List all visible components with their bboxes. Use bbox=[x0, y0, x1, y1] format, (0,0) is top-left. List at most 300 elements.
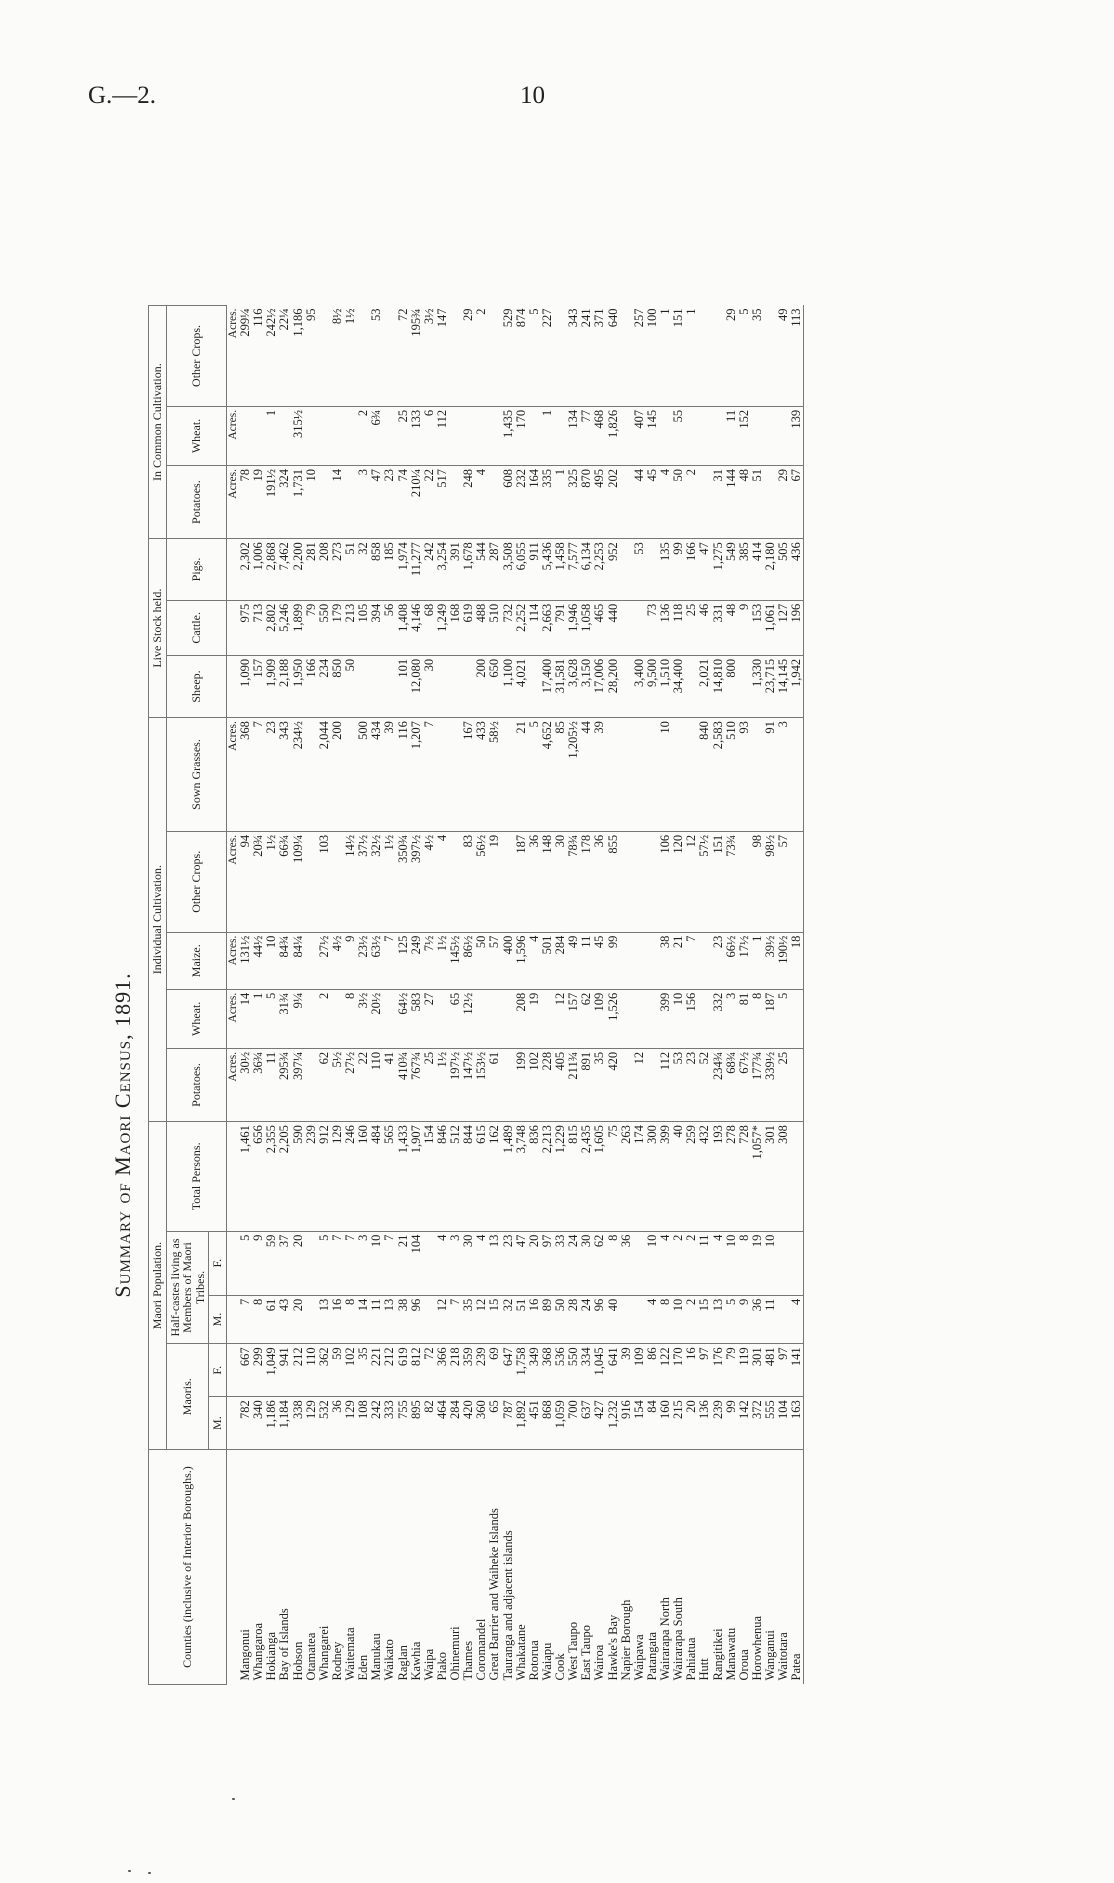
table-cell: 12 bbox=[685, 831, 698, 932]
table-cell: 3,150 bbox=[580, 655, 593, 717]
table-cell bbox=[383, 989, 396, 1048]
table-cell: 248 bbox=[462, 466, 475, 539]
table-cell: 544 bbox=[475, 539, 488, 601]
table-cell: 608 bbox=[502, 466, 515, 539]
table-cell: 131½ bbox=[239, 932, 252, 989]
table-cell: 436 bbox=[790, 539, 804, 601]
table-cell: 414 bbox=[751, 539, 764, 601]
table-cell: 7 bbox=[449, 1295, 462, 1344]
county-name: Thames bbox=[461, 1640, 476, 1681]
table-cell: 35 bbox=[751, 306, 764, 407]
table-cell: 2,302 bbox=[239, 539, 252, 601]
table-cell: 3½ bbox=[423, 306, 436, 407]
table-cell: 14,145 bbox=[777, 655, 790, 717]
table-cell: 145½ bbox=[449, 932, 462, 989]
table-cell: 21 bbox=[672, 932, 685, 989]
table-row bbox=[528, 306, 541, 1685]
group-maori-population: Maori Population. bbox=[149, 1122, 167, 1450]
table-cell bbox=[738, 655, 751, 717]
table-cell: 134 bbox=[567, 406, 580, 465]
table-cell bbox=[698, 406, 711, 465]
table-cell: 368 bbox=[239, 718, 252, 832]
table-cell: 1,090 bbox=[239, 655, 252, 717]
table-cell: 1,435 bbox=[502, 406, 515, 465]
table-cell: 1,942 bbox=[790, 655, 804, 717]
table-cell: 49 bbox=[777, 306, 790, 407]
table-cell: 11 bbox=[764, 1295, 777, 1344]
table-cell: 53 bbox=[633, 539, 646, 601]
table-cell bbox=[318, 306, 331, 407]
table-cell: 911 bbox=[528, 539, 541, 601]
table-cell: 104 bbox=[410, 1231, 423, 1295]
table-cell: 529 bbox=[502, 306, 515, 407]
table-cell: 160 bbox=[357, 1122, 370, 1232]
table-cell: 81 bbox=[738, 989, 751, 1048]
table-cell: 5,246 bbox=[278, 600, 291, 655]
table-cell: 391 bbox=[449, 539, 462, 601]
table-cell: 11,277 bbox=[410, 539, 423, 601]
table-cell bbox=[305, 1295, 318, 1344]
col-total: Total Persons. bbox=[166, 1122, 226, 1232]
table-cell: 555 bbox=[764, 1397, 777, 1450]
table-cell: 7 bbox=[685, 932, 698, 989]
table-cell: 53 bbox=[672, 1048, 685, 1121]
table-cell: 870 bbox=[580, 466, 593, 539]
county-name: Whakatane bbox=[513, 1624, 528, 1681]
table-cell: 37 bbox=[278, 1231, 291, 1295]
table-cell bbox=[698, 989, 711, 1048]
table-cell: 30 bbox=[554, 831, 567, 932]
col-ind-wheat: Wheat. bbox=[166, 989, 226, 1048]
table-cell bbox=[475, 989, 488, 1048]
table-cell: 1,433 bbox=[397, 1122, 410, 1232]
table-cell: 144 bbox=[725, 466, 738, 539]
table-cell: 5 bbox=[318, 1231, 331, 1295]
table-cell: 25 bbox=[397, 406, 410, 465]
table-cell: 45 bbox=[646, 466, 659, 539]
table-cell: 136 bbox=[698, 1397, 711, 1450]
table-cell: 1,229 bbox=[554, 1122, 567, 1232]
table-row bbox=[383, 306, 396, 1685]
table-cell: 120 bbox=[672, 831, 685, 932]
table-cell: 767¾ bbox=[410, 1048, 423, 1121]
table-cell: 20 bbox=[685, 1397, 698, 1450]
table-cell bbox=[528, 406, 541, 465]
table-cell: 512 bbox=[449, 1122, 462, 1232]
table-row bbox=[462, 306, 475, 1685]
table-cell: 14 bbox=[331, 466, 344, 539]
table-cell: 3,254 bbox=[436, 539, 449, 601]
table-cell: 1,232 bbox=[607, 1397, 620, 1450]
table-cell: 156 bbox=[685, 989, 698, 1048]
table-cell: 44 bbox=[633, 466, 646, 539]
table-cell: 338 bbox=[292, 1397, 305, 1450]
table-cell: 6 bbox=[423, 406, 436, 465]
table-cell: 17½ bbox=[738, 932, 751, 989]
county-name: Coromandel bbox=[474, 1618, 489, 1681]
table-cell: 331 bbox=[712, 600, 725, 655]
table-cell: 69 bbox=[488, 1344, 501, 1397]
table-cell: 79 bbox=[725, 1344, 738, 1397]
table-cell: 242 bbox=[423, 539, 436, 601]
table-cell: 366 bbox=[436, 1344, 449, 1397]
table-cell: 362 bbox=[318, 1344, 331, 1397]
table-cell: 200 bbox=[331, 718, 344, 832]
table-cell: 59 bbox=[331, 1344, 344, 1397]
table-cell: 2 bbox=[475, 306, 488, 407]
table-cell: 32½ bbox=[370, 831, 383, 932]
table-cell: 49 bbox=[567, 932, 580, 989]
table-row bbox=[423, 306, 436, 1685]
table-cell: 73 bbox=[646, 600, 659, 655]
table-cell: 941 bbox=[278, 1344, 291, 1397]
table-cell: 1,207 bbox=[410, 718, 423, 832]
table-cell: 656 bbox=[252, 1122, 265, 1232]
table-cell: 14½ bbox=[344, 831, 357, 932]
table-cell bbox=[646, 718, 659, 832]
col-com-wheat: Wheat. bbox=[166, 406, 226, 465]
table-cell: 1,596 bbox=[515, 932, 528, 989]
table-cell: 1,057* bbox=[751, 1122, 764, 1232]
table-cell: 549 bbox=[725, 539, 738, 601]
table-cell: 145 bbox=[646, 406, 659, 465]
county-name: Waikato bbox=[382, 1639, 397, 1681]
table-cell: 98 bbox=[751, 831, 764, 932]
table-cell: 104 bbox=[777, 1397, 790, 1450]
table-cell: 637 bbox=[580, 1397, 593, 1450]
table-cell: 20 bbox=[292, 1295, 305, 1344]
table-cell: 4 bbox=[528, 932, 541, 989]
table-cell: 23 bbox=[383, 466, 396, 539]
table-cell: 193 bbox=[712, 1122, 725, 1232]
table-cell: 239 bbox=[712, 1397, 725, 1450]
table-cell: 1,186 bbox=[265, 1397, 278, 1450]
unit-acres: Acres. bbox=[226, 989, 239, 1048]
table-cell: 239 bbox=[475, 1344, 488, 1397]
table-cell: 495 bbox=[593, 466, 606, 539]
table-row bbox=[790, 306, 804, 1685]
table-cell: 129 bbox=[331, 1122, 344, 1232]
table-cell: 147½ bbox=[462, 1048, 475, 1121]
table-cell: 62 bbox=[580, 989, 593, 1048]
table-cell: 1,899 bbox=[292, 600, 305, 655]
table-cell: 191½ bbox=[265, 466, 278, 539]
county-name: Patangata bbox=[644, 1631, 659, 1681]
table-cell: 3,508 bbox=[502, 539, 515, 601]
table-cell: 25 bbox=[685, 600, 698, 655]
table-cell: 301 bbox=[764, 1122, 777, 1232]
table-cell: 63½ bbox=[370, 932, 383, 989]
table-cell: 1½ bbox=[436, 932, 449, 989]
table-cell bbox=[357, 655, 370, 717]
table-cell: 48 bbox=[738, 466, 751, 539]
table-cell: 32 bbox=[357, 539, 370, 601]
table-cell: 868 bbox=[541, 1397, 554, 1450]
table-cell: 1,205½ bbox=[567, 718, 580, 832]
table-cell: 17,006 bbox=[593, 655, 606, 717]
table-cell: 25 bbox=[777, 1048, 790, 1121]
table-cell: 6,055 bbox=[515, 539, 528, 601]
table-cell bbox=[712, 406, 725, 465]
table-cell: 397½ bbox=[410, 831, 423, 932]
table-cell: 1,892 bbox=[515, 1397, 528, 1450]
table-cell: 343 bbox=[278, 718, 291, 832]
table-cell: 407 bbox=[633, 406, 646, 465]
table-cell: 72 bbox=[397, 306, 410, 407]
table-cell: 212 bbox=[383, 1344, 396, 1397]
table-cell: 4½ bbox=[331, 932, 344, 989]
table-row bbox=[725, 306, 738, 1685]
table-cell: 4 bbox=[712, 1231, 725, 1295]
table-row bbox=[370, 306, 383, 1685]
table-cell: 99 bbox=[607, 932, 620, 989]
county-name: Rodney bbox=[329, 1641, 344, 1681]
table-cell: 7 bbox=[252, 718, 265, 832]
county-name: Manawatu bbox=[723, 1627, 738, 1681]
table-cell: 170 bbox=[515, 406, 528, 465]
table-cell: 858 bbox=[370, 539, 383, 601]
table-cell bbox=[698, 932, 711, 989]
table-cell: 66½ bbox=[725, 932, 738, 989]
table-cell: 163 bbox=[790, 1397, 804, 1450]
table-cell: 550 bbox=[567, 1344, 580, 1397]
table-cell bbox=[790, 989, 804, 1048]
table-cell: 24 bbox=[580, 1295, 593, 1344]
table-cell: 399 bbox=[659, 1122, 672, 1232]
table-cell: 40 bbox=[607, 1295, 620, 1344]
table-cell: 12,080 bbox=[410, 655, 423, 717]
table-cell: 211¾ bbox=[567, 1048, 580, 1121]
county-name: Waipawa bbox=[631, 1634, 646, 1681]
table-cell: 5 bbox=[738, 306, 751, 407]
table-cell: 29 bbox=[777, 466, 790, 539]
table-cell: 110 bbox=[305, 1344, 318, 1397]
table-cell: 208 bbox=[515, 989, 528, 1048]
table-cell bbox=[620, 600, 633, 655]
table-cell: 97 bbox=[777, 1344, 790, 1397]
table-cell: 212 bbox=[292, 1344, 305, 1397]
table-cell bbox=[633, 1295, 646, 1344]
table-cell: 61 bbox=[488, 1048, 501, 1121]
table-cell: 52 bbox=[698, 1048, 711, 1121]
table-cell: 500 bbox=[357, 718, 370, 832]
table-cell: 700 bbox=[567, 1397, 580, 1450]
unit-acres: Acres. bbox=[226, 932, 239, 989]
table-cell: 7½ bbox=[423, 932, 436, 989]
table-cell: 7 bbox=[423, 718, 436, 832]
table-cell: 210¼ bbox=[410, 466, 423, 539]
table-cell: 333 bbox=[383, 1397, 396, 1450]
col-maoris: Maoris. bbox=[166, 1344, 209, 1450]
table-cell bbox=[462, 406, 475, 465]
table-cell: 844 bbox=[462, 1122, 475, 1232]
table-cell: 86 bbox=[646, 1344, 659, 1397]
table-cell: 1 bbox=[751, 932, 764, 989]
table-cell: 14,810 bbox=[712, 655, 725, 717]
table-cell: 97 bbox=[698, 1344, 711, 1397]
table-cell: 160 bbox=[659, 1397, 672, 1450]
table-cell: 57½ bbox=[698, 831, 711, 932]
table-cell: 39 bbox=[593, 718, 606, 832]
table-cell: 287 bbox=[488, 539, 501, 601]
table-cell: 96 bbox=[593, 1295, 606, 1344]
table-cell: 174 bbox=[633, 1122, 646, 1232]
table-cell: 1,045 bbox=[593, 1344, 606, 1397]
table-row bbox=[410, 306, 423, 1685]
unit-acres: Acres. bbox=[226, 831, 239, 932]
table-cell: 2 bbox=[685, 1231, 698, 1295]
table-cell: 6¾ bbox=[370, 406, 383, 465]
county-name: Whangarei bbox=[316, 1625, 331, 1681]
table-cell: 510 bbox=[725, 718, 738, 832]
table-cell bbox=[331, 406, 344, 465]
table-cell: 241 bbox=[580, 306, 593, 407]
table-cell bbox=[633, 831, 646, 932]
table-cell: 590 bbox=[292, 1122, 305, 1232]
table-cell: 77 bbox=[580, 406, 593, 465]
table-cell: 23 bbox=[685, 1048, 698, 1121]
county-name: Wairoa bbox=[592, 1644, 607, 1681]
print-speck bbox=[148, 1872, 151, 1874]
col-pigs: Pigs. bbox=[166, 539, 226, 601]
table-cell: 23½ bbox=[357, 932, 370, 989]
table-cell bbox=[751, 406, 764, 465]
table-cell: 112 bbox=[436, 406, 449, 465]
table-cell bbox=[620, 718, 633, 832]
table-cell: 96 bbox=[410, 1295, 423, 1344]
table-cell: 385 bbox=[738, 539, 751, 601]
table-cell: 468 bbox=[593, 406, 606, 465]
table-cell: 197½ bbox=[449, 1048, 462, 1121]
table-cell: 213 bbox=[344, 600, 357, 655]
table-cell: 67½ bbox=[738, 1048, 751, 1121]
table-cell: 9 bbox=[738, 600, 751, 655]
county-name: Hokianga bbox=[264, 1631, 279, 1681]
table-cell: 47 bbox=[698, 539, 711, 601]
table-cell: 9 bbox=[344, 932, 357, 989]
table-cell: 187 bbox=[764, 989, 777, 1048]
table-cell: 86½ bbox=[462, 932, 475, 989]
table-cell: 619 bbox=[397, 1344, 410, 1397]
table-cell: 343 bbox=[567, 306, 580, 407]
table-cell: 9¼ bbox=[292, 989, 305, 1048]
table-cell: 16 bbox=[685, 1344, 698, 1397]
table-cell: 501 bbox=[541, 932, 554, 989]
table-cell: 19 bbox=[751, 1231, 764, 1295]
table-cell: 372 bbox=[751, 1397, 764, 1450]
table-cell: 11 bbox=[265, 1048, 278, 1121]
county-name: Wairarapa North bbox=[658, 1597, 673, 1681]
table-cell bbox=[436, 718, 449, 832]
table-cell: 99 bbox=[725, 1397, 738, 1450]
unit-acres: Acres. bbox=[226, 1048, 239, 1121]
table-cell: 95 bbox=[305, 306, 318, 407]
table-cell: 488 bbox=[475, 600, 488, 655]
table-cell: 10 bbox=[370, 1231, 383, 1295]
table-cell: 114 bbox=[528, 600, 541, 655]
print-speck bbox=[128, 1870, 131, 1872]
table-cell: 110 bbox=[370, 1048, 383, 1121]
table-cell: 5 bbox=[725, 1295, 738, 1344]
census-table bbox=[148, 305, 804, 1685]
table-cell: 4 bbox=[436, 1231, 449, 1295]
table-cell: 2 bbox=[318, 989, 331, 1048]
table-cell: 68¾ bbox=[725, 1048, 738, 1121]
table-cell: 1½ bbox=[436, 1048, 449, 1121]
table-cell: 1,605 bbox=[593, 1122, 606, 1232]
table-cell: 195¾ bbox=[410, 306, 423, 407]
table-cell: 234½ bbox=[292, 718, 305, 832]
table-cell: 20¾ bbox=[252, 831, 265, 932]
table-cell: 51 bbox=[344, 539, 357, 601]
table-cell: 68 bbox=[423, 600, 436, 655]
table-cell bbox=[620, 1295, 633, 1344]
table-cell: 129 bbox=[344, 1397, 357, 1450]
table-cell: 74 bbox=[397, 466, 410, 539]
table-cell: 249 bbox=[410, 932, 423, 989]
table-cell: 295¾ bbox=[278, 1048, 291, 1121]
table-cell: 21 bbox=[397, 1231, 410, 1295]
table-cell: 263 bbox=[620, 1122, 633, 1232]
table-cell: 50 bbox=[672, 466, 685, 539]
table-cell: 1 bbox=[265, 406, 278, 465]
table-cell: 1 bbox=[554, 466, 567, 539]
table-cell: 10 bbox=[764, 1231, 777, 1295]
table-cell: 141 bbox=[790, 1344, 804, 1397]
col-maoris-m: M. bbox=[209, 1397, 227, 1450]
table-cell: 10 bbox=[672, 1295, 685, 1344]
table-cell: 434 bbox=[370, 718, 383, 832]
table-cell: 97 bbox=[541, 1231, 554, 1295]
table-cell: 399 bbox=[659, 989, 672, 1048]
table-cell: 427 bbox=[593, 1397, 606, 1450]
table-cell: 39 bbox=[383, 718, 396, 832]
table-cell: 335 bbox=[541, 466, 554, 539]
table-cell: 12 bbox=[475, 1295, 488, 1344]
table-cell: 5½ bbox=[331, 1048, 344, 1121]
table-cell: 1,408 bbox=[397, 600, 410, 655]
table-cell: 99 bbox=[672, 539, 685, 601]
table-cell bbox=[449, 655, 462, 717]
table-cell: 371 bbox=[593, 306, 606, 407]
county-name: Great Barrier and Waiheke Islands bbox=[487, 1508, 502, 1681]
table-cell: 8 bbox=[344, 989, 357, 1048]
table-cell: 84¾ bbox=[278, 932, 291, 989]
table-cell: 17,400 bbox=[541, 655, 554, 717]
table-cell: 360 bbox=[475, 1397, 488, 1450]
table-cell: 14 bbox=[357, 1295, 370, 1344]
table-cell bbox=[423, 1231, 436, 1295]
table-cell: 227 bbox=[541, 306, 554, 407]
unit-acres: Acres. bbox=[226, 406, 239, 465]
table-cell: 532 bbox=[318, 1397, 331, 1450]
table-cell: 29 bbox=[462, 306, 475, 407]
table-cell: 787 bbox=[502, 1397, 515, 1450]
table-cell: 8 bbox=[344, 1295, 357, 1344]
table-cell: 31,581 bbox=[554, 655, 567, 717]
table-cell: 34,400 bbox=[672, 655, 685, 717]
table-cell: 368 bbox=[541, 1344, 554, 1397]
table-cell: 2,253 bbox=[593, 539, 606, 601]
table-cell: 4,652 bbox=[541, 718, 554, 832]
table-cell: 4 bbox=[475, 1231, 488, 1295]
county-name: Rangitikei bbox=[710, 1628, 725, 1681]
table-cell: 102 bbox=[528, 1048, 541, 1121]
table-cell bbox=[777, 1231, 790, 1295]
table-cell: 550 bbox=[318, 600, 331, 655]
table-cell bbox=[790, 718, 804, 832]
table-row bbox=[607, 306, 620, 1685]
